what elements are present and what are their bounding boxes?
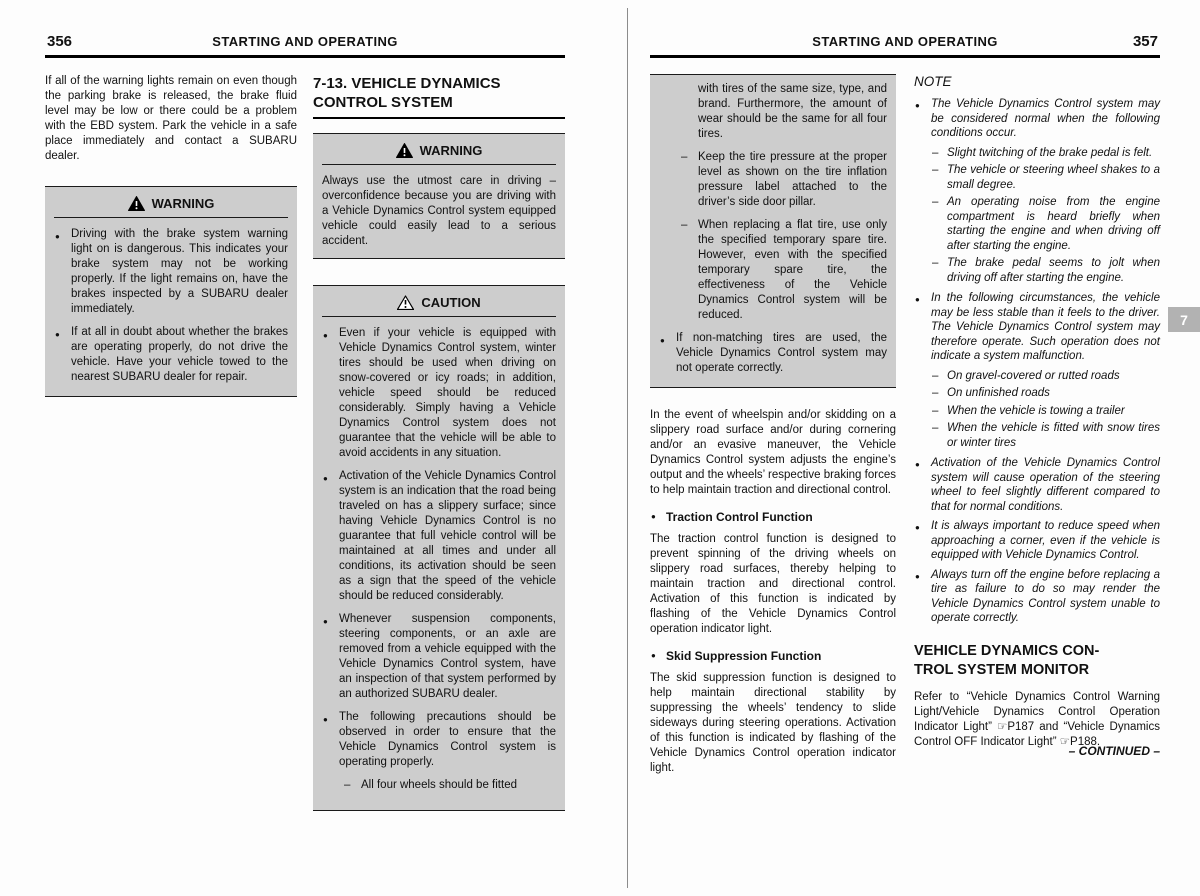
caution-bullet: ● Activation of the Vehicle Dynamics Control system is an indication that the road being traveled on has a slippery surface; since having Vehicle Dynamics Control is no guarantee that full vehicle control will be maintained at all times and under all conditions, its activation should be seen as a sign that the speed of the vehicle should be reduced considerably. bbox=[322, 469, 556, 604]
page-357-header bbox=[650, 18, 1160, 58]
caution-bullet: ● Even if your vehicle is equipped with Vehicle Dynamics Control system, winter tires should be used when driving on snow-covered or icy roads; in addition, vehicle speed should be reduced considerably. Simply having a Vehicle Dynamics Control system does not guarantee that the vehicle will be able to avoid accidents in any situation. bbox=[322, 326, 556, 461]
page-357-col-1 bbox=[650, 74, 896, 776]
caution-bullet: ● If non-matching tires are used, the Vehicle Dynamics Control system may not operate correctly. bbox=[659, 331, 887, 376]
page-356 bbox=[45, 18, 565, 811]
monitor-reference-text: Refer to “Vehicle Dynamics Control Warning Light/Vehicle Dynamics Control Operation Indicator Light” ☞P187 and “Vehicle Dynamics Control OFF Indicator Light” ☞P188. bbox=[914, 690, 1160, 748]
page-number: 356 bbox=[47, 33, 73, 50]
page-divider bbox=[627, 8, 628, 888]
vdc-overview-paragraph: In the event of wheelspin and/or skidding on a slippery road surface and/or during cornering and/or an evasive maneuver, the Vehicle Dynamics Control system adjusts the engine’s output and the wheels’ respective braking forces to help maintain traction and directional control. bbox=[650, 409, 896, 496]
warning-text: Always use the utmost care in driving – overconfidence because you are driving with a Vehicle Dynamics Control system equipped vehicle could easily lead to a serious accident. bbox=[322, 175, 556, 247]
note-sub-item: – The brake pedal seems to jolt when driving off after starting the engine. bbox=[914, 256, 1160, 285]
warning-box-title: WARNING bbox=[419, 143, 483, 158]
skid-function-text: The skid suppression function is designed to help maintain directional stability by suppressing the wheels’ tendency to slide sideways during steering operations. Activation of this function is indicated by flashing of the Vehicle Dynamics Control operation indicator light. bbox=[650, 672, 896, 774]
note-title: NOTE bbox=[914, 74, 952, 89]
warning-box-header bbox=[322, 141, 556, 165]
caution-box-title: CAUTION bbox=[421, 295, 481, 310]
skid-function-heading: ● Skid Suppression Function bbox=[650, 649, 896, 663]
monitor-section-title bbox=[914, 642, 1160, 680]
warning-bullet: ● If at all in doubt about whether the brakes are operating properly, do not drive the vehicle. Have your vehicle towed to the nearest SUBARU dealer for repair. bbox=[54, 325, 288, 385]
page-357-columns bbox=[650, 74, 1160, 776]
note-sub-item: – When the vehicle is towing a trailer bbox=[914, 404, 1160, 419]
caution-dash-item: – Keep the tire pressure at the proper level as shown on the tire inflation pressure label attached to the driver’s side door pillar. bbox=[659, 150, 887, 210]
page-356-columns bbox=[45, 74, 565, 811]
page-356-col-2 bbox=[313, 74, 565, 811]
caution-dash-item: – When replacing a flat tire, use only the specified temporary spare tire. However, even with the specified temporary spare tire, the effectiveness of the Vehicle Dynamics Control system will be reduced. bbox=[659, 218, 887, 323]
note-sub-item: – When the vehicle is fitted with snow tires or winter tires bbox=[914, 421, 1160, 450]
traction-function-heading: ● Traction Control Function bbox=[650, 510, 896, 524]
note-sub-item: – On gravel-covered or rutted roads bbox=[914, 369, 1160, 384]
note-item: ● In the following circumstances, the vehicle may be less stable than it feels to the driver. The Vehicle Dynamics Control system may therefore operate. Such operation does not indicate a system malfunction. bbox=[914, 291, 1160, 364]
vdc-caution-box bbox=[313, 285, 565, 811]
page-number: 357 bbox=[1132, 33, 1158, 50]
caution-triangle-icon bbox=[397, 295, 414, 310]
warning-bullet: ● Driving with the brake system warning light on is dangerous. This indicates your brake system may not be working properly. If the light remains on, have the brakes inspected by a SUBARU dealer immediately. bbox=[54, 227, 288, 317]
page-356-header bbox=[45, 18, 565, 58]
chapter-tab: 7 bbox=[1168, 307, 1200, 332]
note-item: ● The Vehicle Dynamics Control system may be considered normal when the following conditions occur. bbox=[914, 97, 1160, 141]
page-357 bbox=[650, 18, 1160, 776]
continued-marker: – CONTINUED – bbox=[1068, 744, 1160, 758]
vdc-warning-box bbox=[313, 133, 565, 259]
monitor-title-line1: VEHICLE DYNAMICS CON- bbox=[914, 642, 1100, 659]
caution-box-continued bbox=[650, 74, 896, 388]
note-sub-item: – Slight twitching of the brake pedal is felt. bbox=[914, 146, 1160, 161]
intro-paragraph: If all of the warning lights remain on even though the parking brake is released, the brake fluid level may be low or there could be a problem with the EBD system. Park the vehicle in a safe place immediately and contact a SUBARU dealer. bbox=[45, 75, 297, 162]
page-356-col-1 bbox=[45, 74, 297, 811]
page-357-col-2 bbox=[914, 74, 1160, 776]
caution-bullet: ● The following precautions should be observed in order to ensure that the Vehicle Dynamics Control system is operating properly. bbox=[322, 710, 556, 770]
section-title: 7-13. VEHICLE DYNAMICS CONTROL SYSTEM bbox=[313, 74, 565, 119]
caution-bullet: ● Whenever suspension components, steering components, or an axle are removed from a vehicle equipped with the Vehicle Dynamics Control system, have an inspection of that system performed by an authorized SUBARU dealer. bbox=[322, 612, 556, 702]
running-title: STARTING AND OPERATING bbox=[212, 34, 398, 49]
note-item: ● It is always important to reduce speed when approaching a corner, even if the vehicle is equipped with Vehicle Dynamics Control. bbox=[914, 519, 1160, 563]
note-item: ● Activation of the Vehicle Dynamics Control system will cause operation of the steering wheel to feel slightly different compared to that for normal conditions. bbox=[914, 456, 1160, 514]
warning-triangle-icon bbox=[128, 196, 145, 211]
warning-box-title: WARNING bbox=[151, 196, 215, 211]
warning-triangle-icon bbox=[396, 143, 413, 158]
caution-dash-item: – All four wheels should be fitted bbox=[322, 778, 556, 793]
note-sub-item: – On unfinished roads bbox=[914, 386, 1160, 401]
warning-box-header bbox=[54, 194, 288, 218]
note-sub-item: – An operating noise from the engine compartment is heard briefly when starting the engine and when driving off after starting the engine. bbox=[914, 195, 1160, 253]
note-sub-item: – The vehicle or steering wheel shakes to a small degree. bbox=[914, 163, 1160, 192]
traction-function-text: The traction control function is designed to prevent spinning of the driving wheels on slippery road surfaces, thereby helping to maintain traction and directional control. Activation of this function is indicated by flashing of the Vehicle Dynamics Control operation indicator light. bbox=[650, 533, 896, 635]
brake-warning-box bbox=[45, 186, 297, 397]
note-item: ● Always turn off the engine before replacing a tire as failure to do so may render the Vehicle Dynamics Control system unable to operate correctly. bbox=[914, 568, 1160, 626]
monitor-title-line2: TROL SYSTEM MONITOR bbox=[914, 661, 1090, 678]
running-title: STARTING AND OPERATING bbox=[812, 34, 998, 49]
caution-box-header bbox=[322, 293, 556, 317]
caution-continuation-text: with tires of the same size, type, and brand. Furthermore, the amount of wear should be the same for all four tires. bbox=[698, 83, 887, 140]
